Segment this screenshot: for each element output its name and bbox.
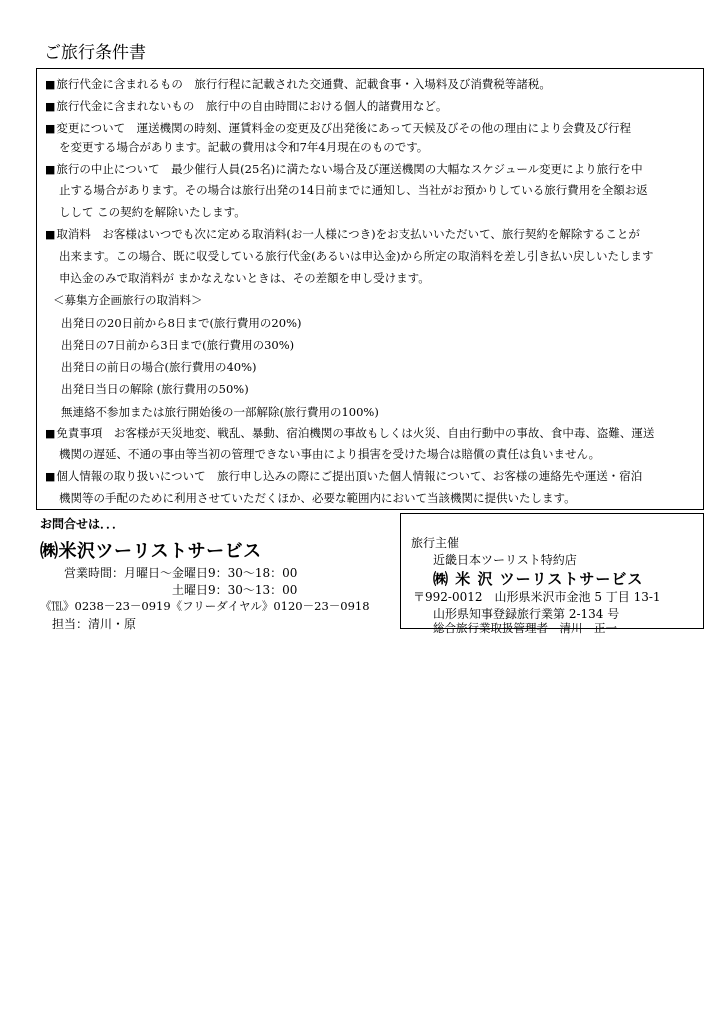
bullet-icon: ■ [45,470,56,483]
fee-text-line1: 取消料 お客様はいつでも次に定める取消料(お一人様につき)をお支払いいただいて、旅行契約を解除することが [56,227,640,241]
organizer-agency: 近畿日本ツーリスト特約店 [433,553,577,567]
excluded-label: 旅行代金に含まれないもの [56,99,195,113]
bullet-icon: ■ [45,100,56,113]
privacy-text-line1: 個人情報の取り扱いについて 旅行申し込みの際にご提出頂いた個人情報について、お客様の連絡先や運送・宿泊 [56,469,643,483]
included-label: 旅行代金に含まれるもの [56,77,183,91]
fee-item: 出発日の前日の場合(旅行費用の40%) [61,360,257,374]
organizer-name: ㈱ 米 沢 ツーリストサービス [433,570,644,588]
organizer-box [400,513,704,635]
fee-row [45,229,640,241]
page-title: ご旅行条件書 [44,43,146,63]
organizer-address: 〒992-0012 山形県米沢市金池 5 丁目 13-1 [413,590,661,604]
bullet-icon: ■ [45,228,56,241]
organizer-heading: 旅行主催 [411,536,460,550]
fee-item: 出発日の20日前から8日まで(旅行費用の20%) [61,316,302,330]
cancel-text-line3: しして この契約を解除いたします。 [59,205,246,219]
fee-text-line2: 出来ます。この場合、既に収受している旅行代金(あるいは申込金)から所定の取消料を差し引き払い戻しいたします [59,249,654,263]
business-hours-weekday: 営業時間：月曜日～金曜日9：30～18：00 [64,566,298,580]
conditions-box [36,68,704,510]
fee-item: 出発日の7日前から3日まで(旅行費用の30%) [61,338,295,352]
disclaimer-row [45,428,654,440]
disclaimer-text-line1: 免責事項 お客様が天災地変、戦乱、暴動、宿泊機関の事故もしくは火災、自由行動中の事故、食中毒、盗難、運送 [56,426,655,440]
bullet-icon: ■ [45,122,56,135]
cancel-text-line2: 止する場合があります。その場合は旅行出発の14日前までに通知し、当社がお預かりしている旅行費用を全額お返 [59,183,648,197]
included-row [45,79,551,91]
fee-text-line3: 申込金のみで取消料が まかなえないときは、その差額を申し受けます。 [59,271,430,285]
bullet-icon: ■ [45,163,56,176]
included-text: 旅行行程に記載された交通費、記載食事・入場料及び消費税等諸税。 [194,77,551,91]
company-name: ㈱米沢ツーリストサービス [40,541,262,562]
cancel-row [45,164,643,176]
contact-heading: お問合せは．．． [40,517,125,531]
privacy-text-line2: 機関等の手配のために利用させていただくほか、必要な範囲内において当該機関に提供いたします。 [59,491,576,505]
organizer-registration: 山形県知事登録旅行業第 2-134 号 [433,607,620,621]
organizer-manager: 総合旅行業取扱管理者 清川 正一 [433,621,617,635]
change-text-line1: 変更について 運送機関の時刻、運賃料金の変更及び出発後にあって天候及びその他の理由により会費及び行程 [56,121,632,135]
bullet-icon: ■ [45,78,56,91]
privacy-row [45,471,642,483]
excluded-row [45,101,447,113]
bullet-icon: ■ [45,427,56,440]
business-hours-saturday: 土曜日9：30～13：00 [172,583,298,597]
staff-names: 担当：清川・原 [52,617,137,631]
disclaimer-text-line2: 機関の遅延、不通の事由等当初の管理できない事由により損害を受けた場合は賠償の責任は負いません。 [59,447,601,461]
fee-item: 出発日当日の解除 (旅行費用の50%) [61,382,249,396]
fee-table-heading: ＜募集方企画旅行の取消料＞ [53,293,203,307]
phone-numbers: 《℡》0238－23－0919《フリーダイヤル》0120－23－0918 [40,599,370,613]
cancel-text-line1: 旅行の中止について 最少催行人員(25名)に満たない場合及び運送機関の大幅なスケジュール変更により旅行を中 [56,162,643,176]
change-row [45,123,631,135]
change-text-line2: を変更する場合があります。記載の費用は令和7年4月現在のものです。 [59,140,429,154]
fee-item: 無連絡不参加または旅行開始後の一部解除(旅行費用の100%) [61,405,379,419]
excluded-text: 旅行中の自由時間における個人的諸費用など。 [205,99,448,113]
